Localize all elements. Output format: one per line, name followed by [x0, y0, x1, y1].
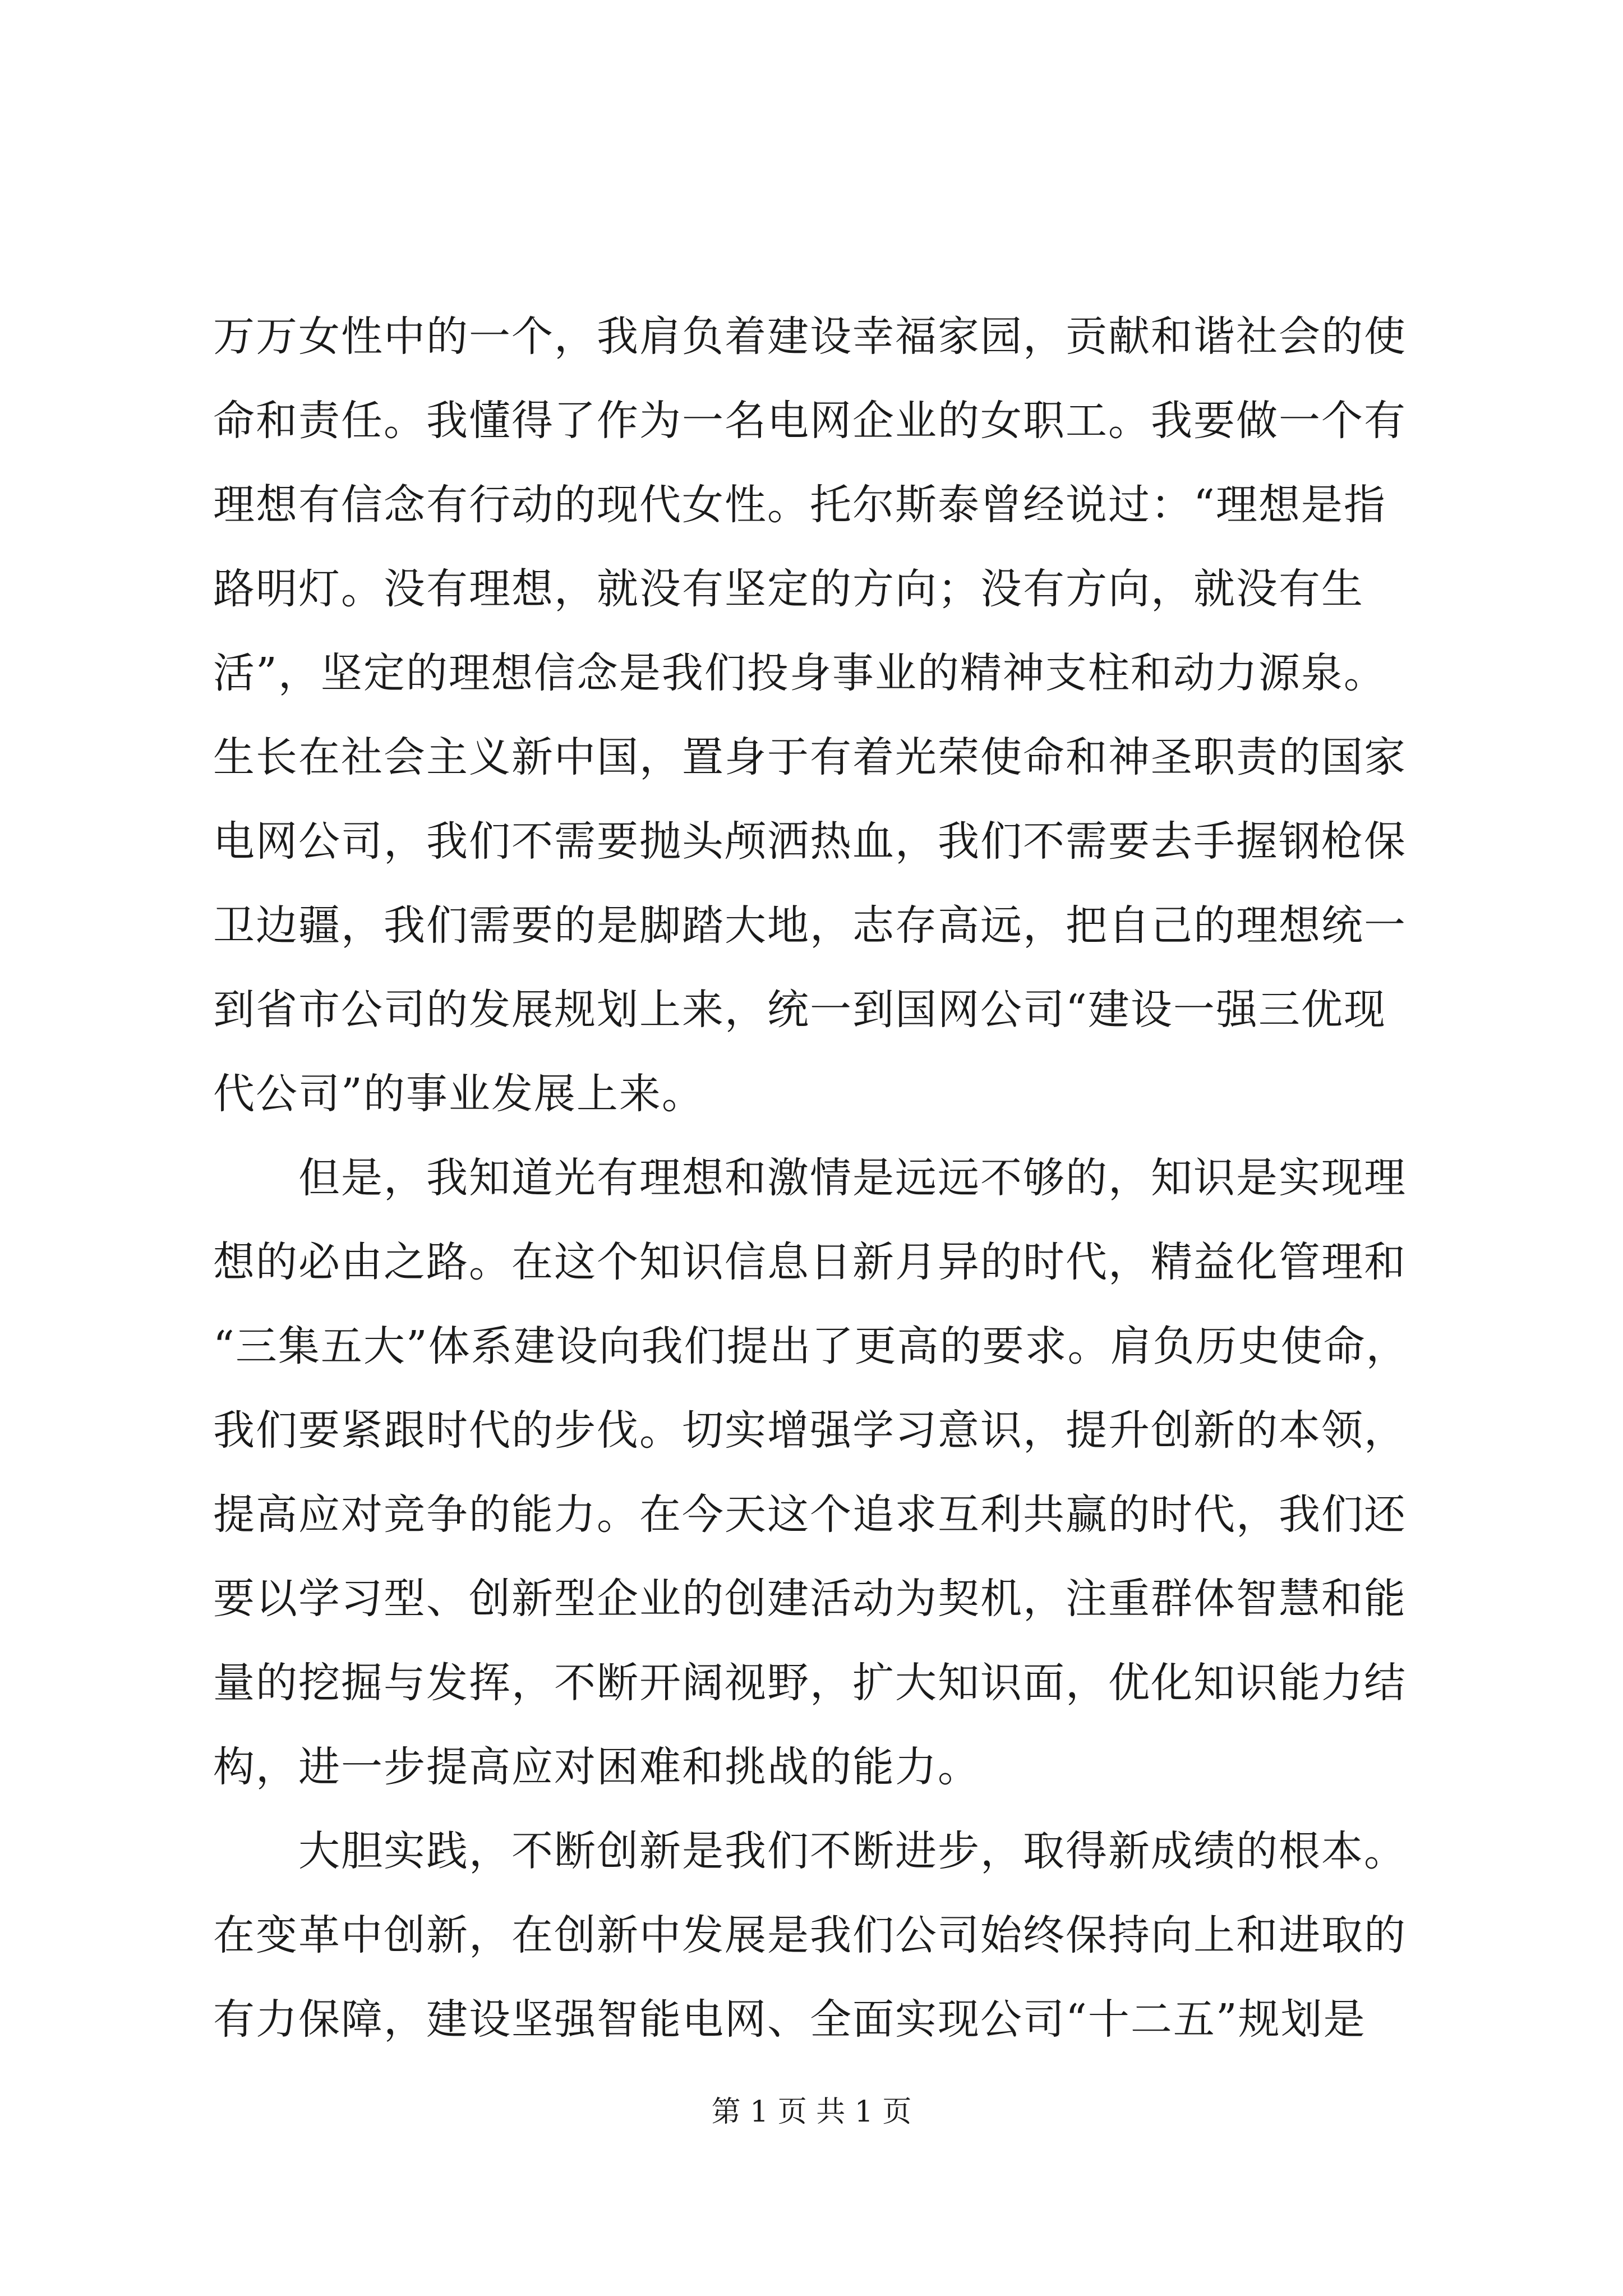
text-line: 电网公司，我们不需要抛头颅洒热血，我们不需要去手握钢枪保	[213, 817, 1407, 866]
page-footer: 第 1 页 共 1 页	[711, 2095, 912, 2129]
text-line: 命和责任。我懂得了作为一名电网企业的女职工。我要做一个有	[213, 397, 1407, 445]
text-line: 万万女性中的一个，我肩负着建设幸福家园，贡献和谐社会的使	[213, 312, 1407, 361]
text-line: 卫边疆，我们需要的是脚踏大地，志存高远，把自己的理想统一	[213, 901, 1407, 950]
text-line: 在变革中创新，在创新中发展是我们公司始终保持向上和进取的	[213, 1911, 1407, 1959]
text-line: 活”，坚定的理想信念是我们投身事业的精神支柱和动力源泉。	[213, 649, 1386, 697]
text-line: 有力保障，建设坚强智能电网、全面实现公司“十二五”规划是	[213, 1995, 1366, 2044]
text-line: 到省市公司的发展规划上来，统一到国网公司“建设一强三优现	[213, 986, 1386, 1034]
text-line: 构，进一步提高应对困难和挑战的能力。	[213, 1743, 980, 1791]
text-line: 但是，我知道光有理想和激情是远远不够的，知识是实现理	[213, 1154, 1407, 1202]
text-line: 代公司”的事业发展上来。	[213, 1070, 704, 1118]
text-line: 我们要紧跟时代的步伐。切实增强学习意识，提升创新的本领，	[213, 1406, 1407, 1455]
text-line: “三集五大”体系建设向我们提出了更高的要求。肩负历史使命，	[213, 1322, 1409, 1370]
text-line: 理想有信念有行动的现代女性。托尔斯泰曾经说过：“理想是指	[213, 481, 1386, 529]
text-line: 量的挖掘与发挥，不断开阔视野，扩大知识面，优化知识能力结	[213, 1659, 1407, 1707]
text-line: 路明灯。没有理想，就没有坚定的方向；没有方向，就没有生	[213, 565, 1364, 613]
text-line: 提高应对竞争的能力。在今天这个追求互利共赢的时代，我们还	[213, 1490, 1407, 1539]
text-line: 生长在社会主义新中国，置身于有着光荣使命和神圣职责的国家	[213, 733, 1407, 781]
text-line: 大胆实践，不断创新是我们不断进步，取得新成绩的根本。	[213, 1827, 1407, 1875]
text-line: 要以学习型、创新型企业的创建活动为契机，注重群体智慧和能	[213, 1575, 1407, 1623]
text-line: 想的必由之路。在这个知识信息日新月异的时代，精益化管理和	[213, 1238, 1407, 1286]
